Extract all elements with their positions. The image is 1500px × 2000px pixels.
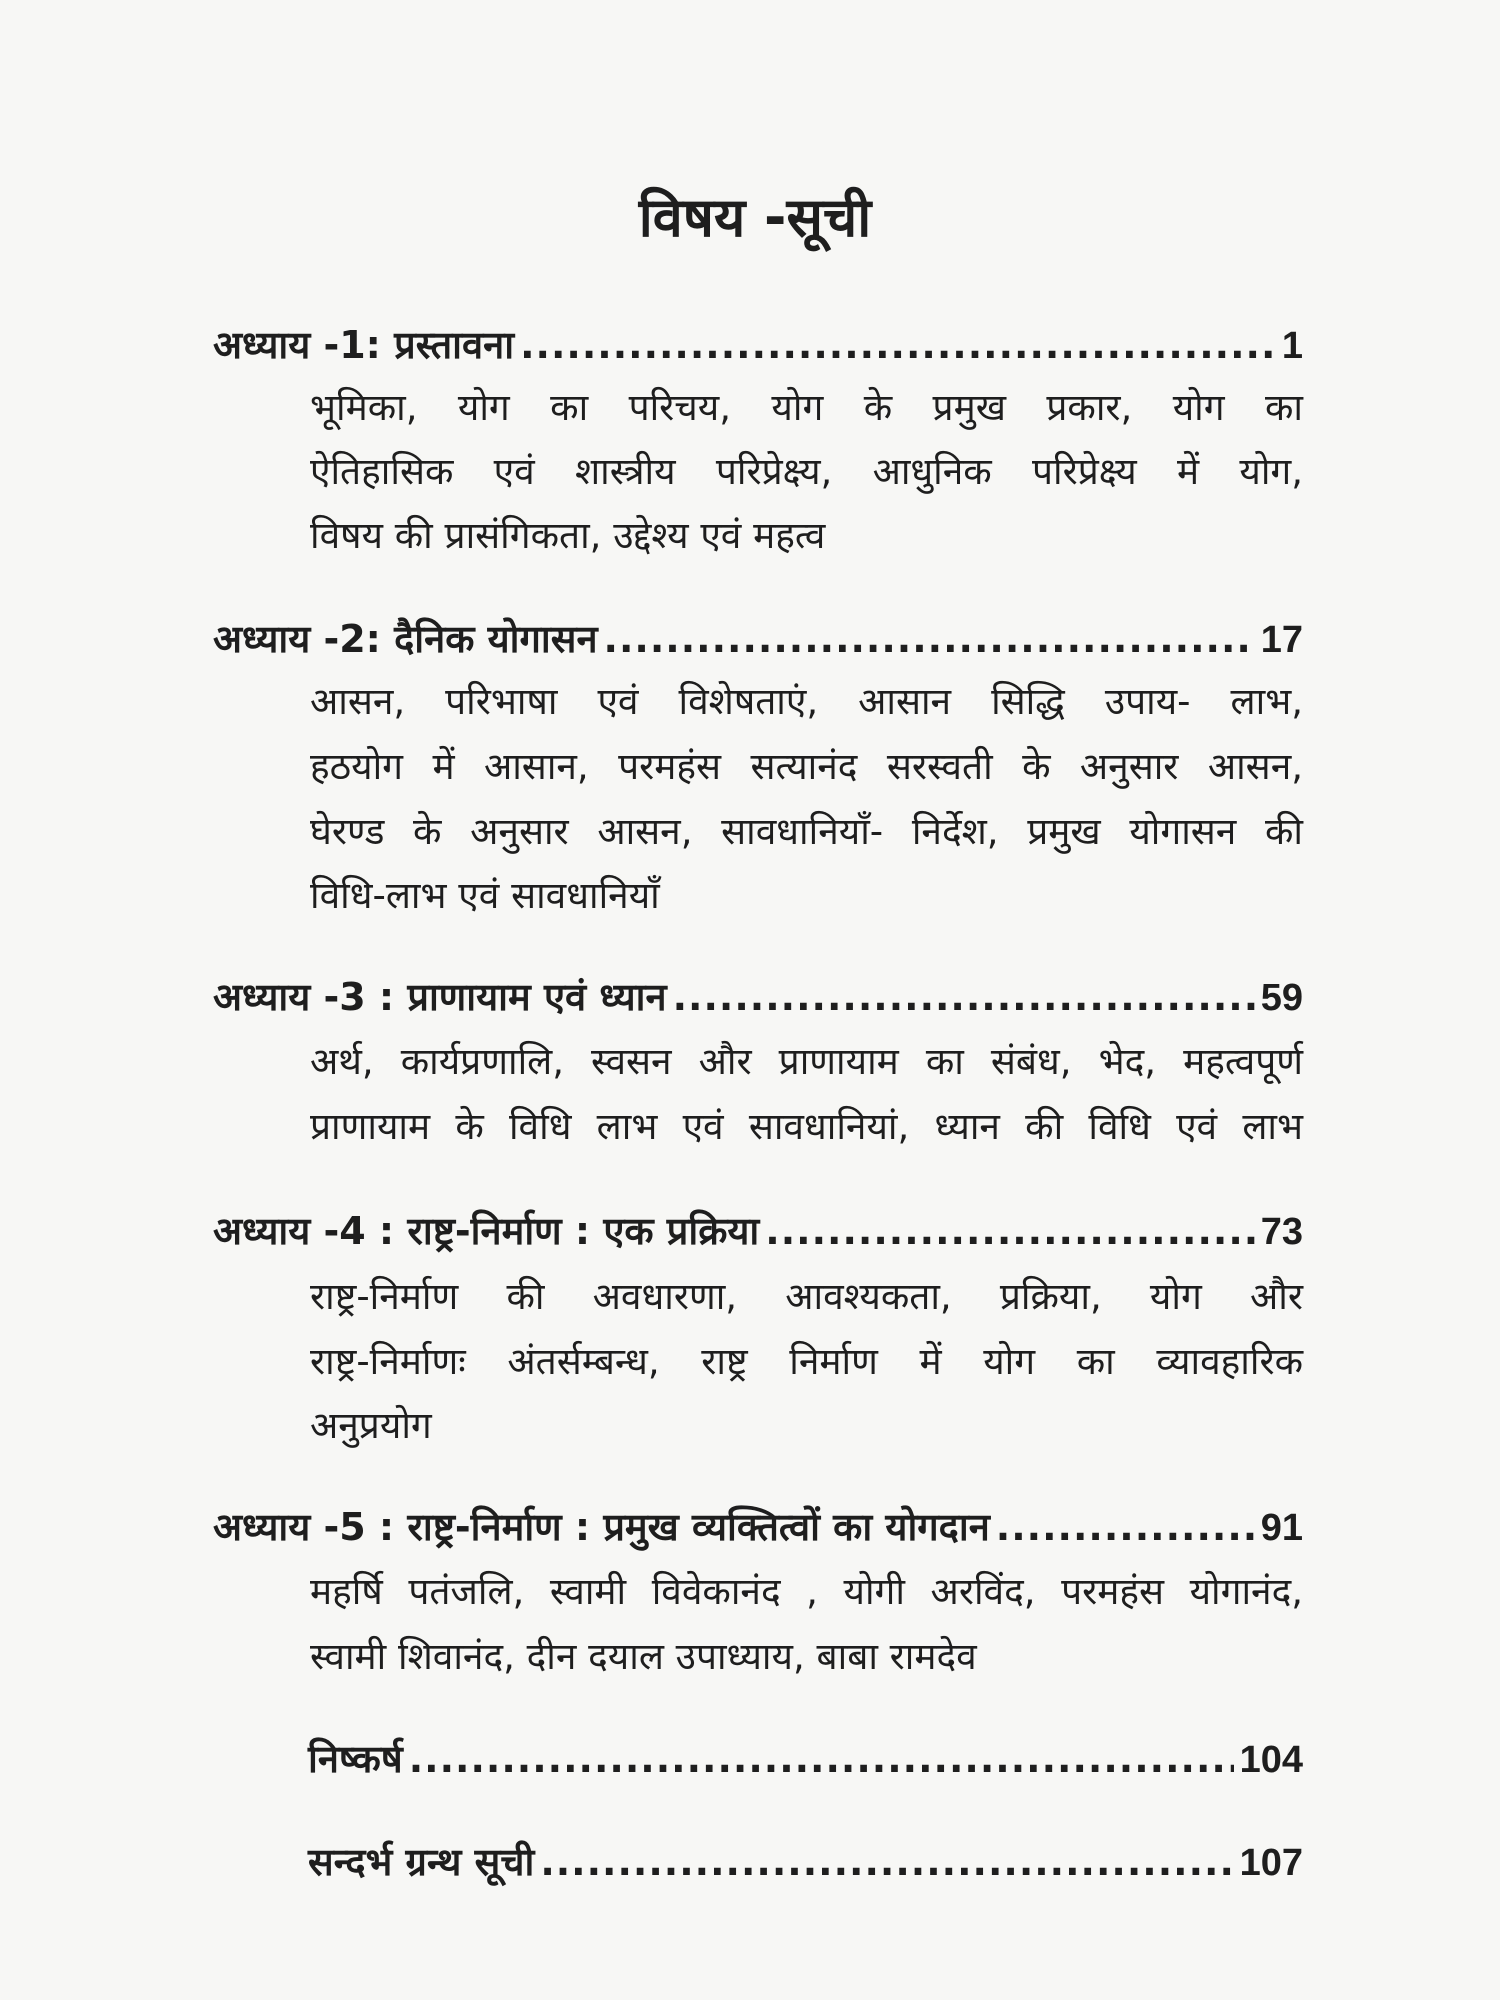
chapter-topics: भूमिका, योग का परिचय, योग के प्रमुख प्रकार, योग का: [310, 386, 1303, 429]
toc-entry-chapter-4[interactable]: [213, 1204, 1303, 1256]
chapter-topics: अनुप्रयोग: [310, 1404, 432, 1447]
chapter-title: अध्याय -5 : राष्ट्र-निर्माण : प्रमुख व्यक्तित्वों का योगदान: [213, 1505, 990, 1549]
page-number: 104: [1239, 1739, 1303, 1781]
chapter-topics: राष्ट्र-निर्माण की अवधारणा, आवश्यकता, प्रक्रिया, योग और: [310, 1275, 1303, 1318]
page-number: 107: [1239, 1842, 1303, 1884]
page-number: 17: [1260, 619, 1303, 661]
chapter-title: अध्याय -1: प्रस्तावना: [213, 323, 515, 367]
chapter-topics: विधि-लाभ एवं सावधानियाँ: [310, 874, 660, 917]
chapter-topics: महर्षि पतंजलि, स्वामी विवेकानंद , योगी अरविंद, परमहंस योगानंद,: [310, 1570, 1303, 1613]
leader-dots: [409, 1737, 1234, 1781]
leader-dots: [520, 323, 1276, 367]
chapter-topics: आसन, परिभाषा एवं विशेषताएं, आसान सिद्धि उपाय- लाभ,: [310, 680, 1303, 723]
toc-entry-chapter-3[interactable]: [213, 970, 1303, 1022]
toc-entry-chapter-1[interactable]: [213, 318, 1303, 370]
leader-dots: [673, 975, 1255, 1019]
toc-entry-conclusion[interactable]: [308, 1732, 1303, 1784]
chapter-topics: स्वामी शिवानंद, दीन दयाल उपाध्याय, बाबा रामदेव: [310, 1635, 977, 1678]
chapter-topics: प्राणायाम के विधि लाभ एवं सावधानियां, ध्यान की विधि एवं लाभ: [310, 1105, 1303, 1148]
chapter-topics: हठयोग में आसान, परमहंस सत्यानंद सरस्वती के अनुसार आसन,: [310, 745, 1303, 788]
chapter-title: अध्याय -4 : राष्ट्र-निर्माण : एक प्रक्रिया: [213, 1209, 760, 1253]
toc-entry-chapter-5[interactable]: [213, 1500, 1303, 1552]
section-title: निष्कर्ष: [308, 1737, 403, 1781]
leader-dots: [604, 617, 1255, 661]
leader-dots: [996, 1505, 1255, 1549]
page-number: 73: [1260, 1211, 1303, 1253]
chapter-topics: अर्थ, कार्यप्रणालि, स्वसन और प्राणायाम का संबंध, भेद, महत्वपूर्ण: [310, 1040, 1303, 1083]
chapter-topics: विषय की प्रासंगिकता, उद्देश्य एवं महत्व: [310, 514, 826, 557]
page-number: 1: [1281, 325, 1303, 367]
section-title: सन्दर्भ ग्रन्थ सूची: [308, 1840, 535, 1884]
toc-entry-bibliography[interactable]: [308, 1835, 1303, 1887]
chapter-topics: ऐतिहासिक एवं शास्त्रीय परिप्रेक्ष्य, आधुनिक परिप्रेक्ष्य में योग,: [310, 450, 1303, 493]
toc-entry-chapter-2[interactable]: [213, 612, 1303, 664]
leader-dots: [540, 1840, 1233, 1884]
chapter-title: अध्याय -3 : प्राणायाम एवं ध्यान: [213, 975, 667, 1019]
chapter-title: अध्याय -2: दैनिक योगासन: [213, 617, 598, 661]
chapter-topics: घेरण्ड के अनुसार आसन, सावधानियाँ- निर्देश, प्रमुख योगासन की: [310, 810, 1303, 853]
chapter-topics: राष्ट्र-निर्माणः अंतर्सम्बन्ध, राष्ट्र निर्माण में योग का व्यावहारिक: [310, 1340, 1303, 1383]
page-title: विषय -सूची: [638, 186, 872, 249]
page-number: 59: [1260, 977, 1303, 1019]
leader-dots: [765, 1209, 1254, 1253]
page-number: 91: [1260, 1507, 1303, 1549]
